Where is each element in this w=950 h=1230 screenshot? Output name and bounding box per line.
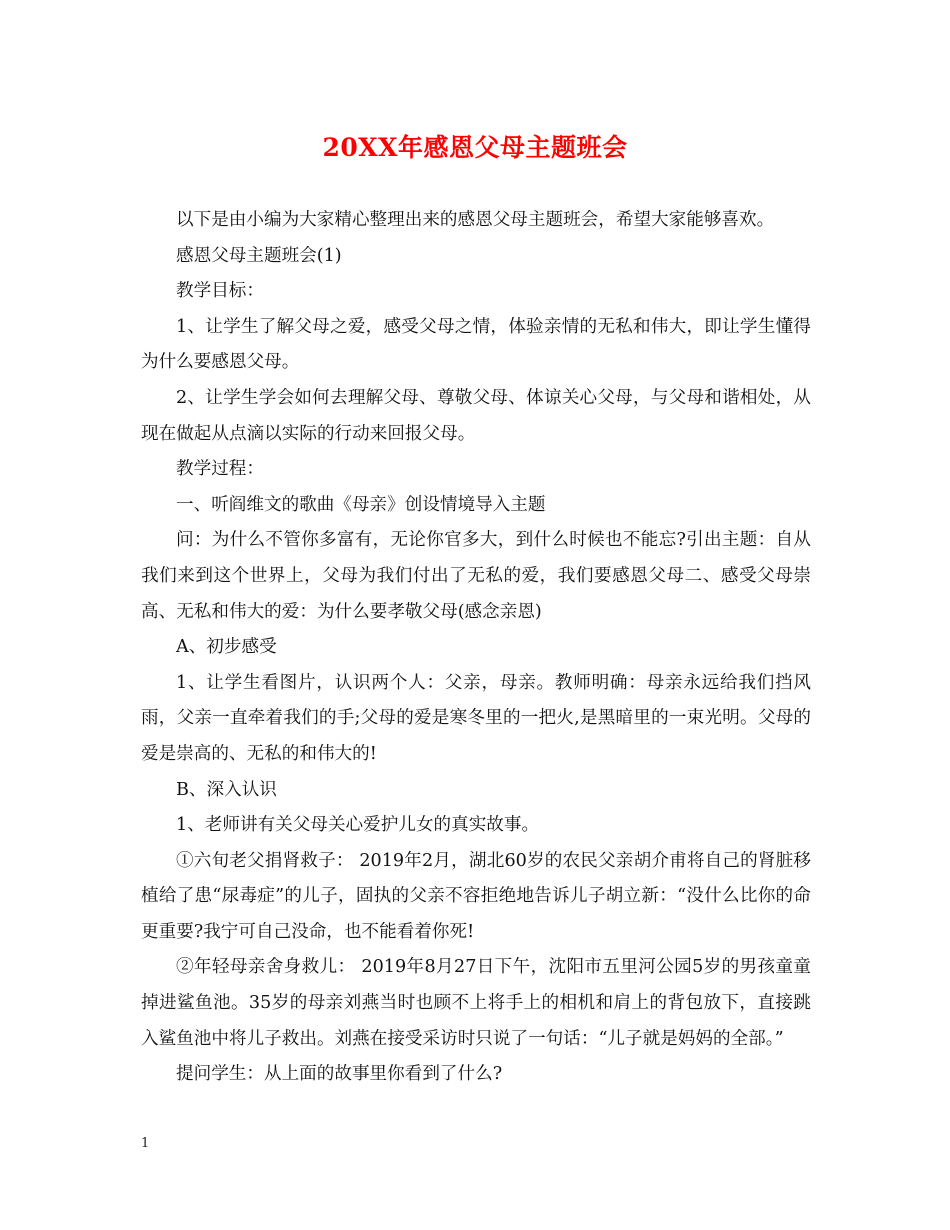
page-number: 1 <box>141 1136 150 1151</box>
paragraph-intro: 以下是由小编为大家精心整理出来的感恩父母主题班会，希望大家能够喜欢。 <box>176 210 775 230</box>
paragraph-a-1: 1、让学生看图片，认识两个人：父亲，母亲。教师明确：母亲永远给我们挡风雨，父亲一直牵着我们的手;父母的爱是寒冬里的一把火,是黑暗里的一束光明。父母的爱是崇高的、无私的和伟大的! <box>141 672 811 764</box>
document-body <box>141 203 811 1093</box>
paragraph-subheading-b: B、深入认识 <box>176 779 277 800</box>
paragraph-process-heading: 教学过程： <box>176 459 264 480</box>
paragraph-question: 问：为什么不管你多富有，无论你官多大，到什么时候也不能忘?引出主题：自从我们来到这个世界上，父母为我们付出了无私的爱，我们要感恩父母二、感受父母崇高、无私和伟大的爱：为什么要孝敬父母(感念亲恩) <box>141 530 811 622</box>
paragraph-subheading-a: A、初步感受 <box>176 637 277 658</box>
paragraph-section-heading: 感恩父母主题班会(1) <box>176 245 342 266</box>
paragraph-goal-1: 1、让学生了解父母之爱，感受父母之情，体验亲情的无私和伟大，即让学生懂得为什么要感恩父母。 <box>141 316 811 373</box>
paragraph-story-2: ②年轻母亲舍身救儿： 2019年8月27日下午，沈阳市五里河公园5岁的男孩童童掉进鲨鱼池。35岁的母亲刘燕当时也顾不上将手上的相机和肩上的背包放下，直接跳入鲨鱼池中将儿子救出。刘燕在接受采访时只说了一句话：“儿子就是妈妈的全部。” <box>141 957 811 1049</box>
paragraph-goal-2: 2、让学生学会如何去理解父母、尊敬父母、体谅关心父母，与父母和谐相处，从现在做起从点滴以实际的行动来回报父母。 <box>141 387 811 444</box>
paragraph-story-1: ①六旬老父捐肾救子： 2019年2月，湖北60岁的农民父亲胡介甫将自己的肾脏移植给了患“尿毒症”的儿子，固执的父亲不容拒绝地告诉儿子胡立新：“没什么比你的命更重要?我宁可自己没命，也不能看着你死! <box>141 850 811 942</box>
paragraph-b-1: 1、老师讲有关父母关心爱护儿女的真实故事。 <box>176 815 540 836</box>
paragraph-step-1: 一、听阎维文的歌曲《母亲》创设情境导入主题 <box>176 494 546 515</box>
paragraph-goals-heading: 教学目标： <box>176 281 264 302</box>
document-title: 20XX年感恩父母主题班会 <box>322 133 628 162</box>
paragraph-ask-students: 提问学生：从上面的故事里你看到了什么? <box>176 1064 503 1085</box>
